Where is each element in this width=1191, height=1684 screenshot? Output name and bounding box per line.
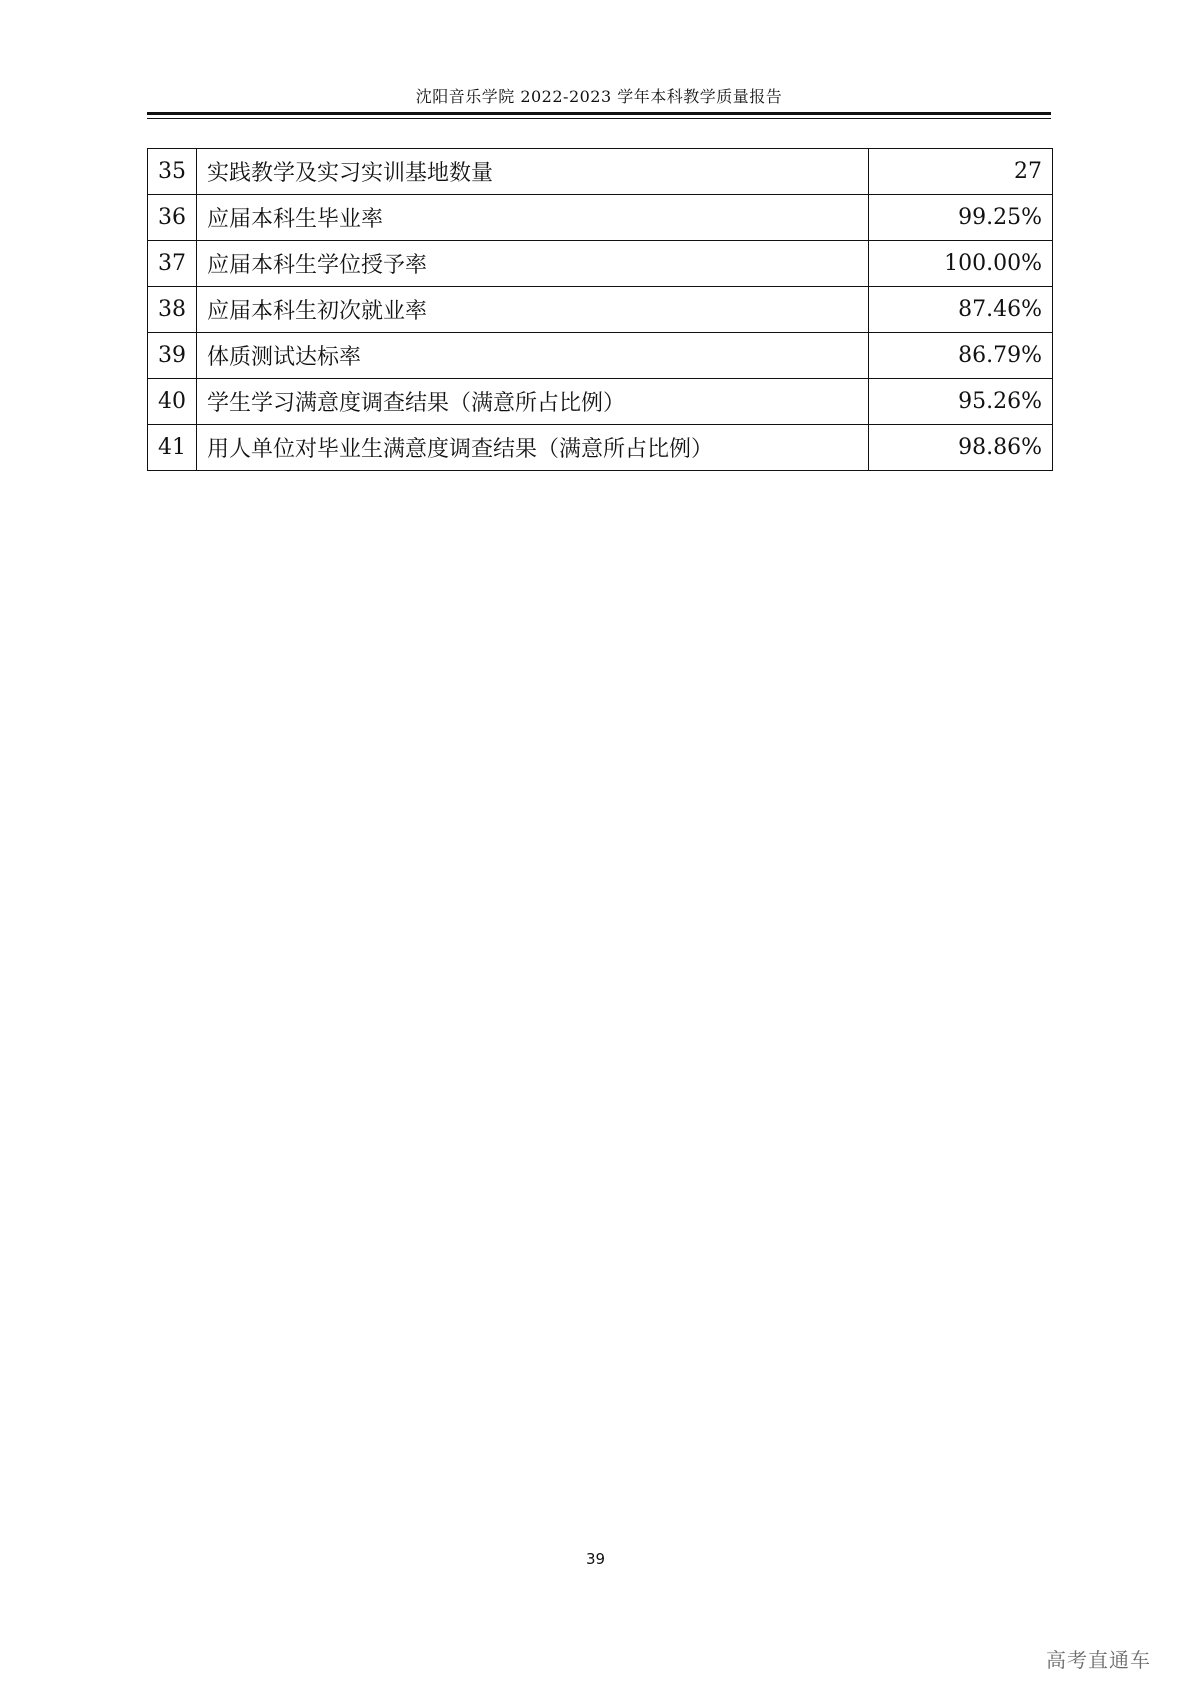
table-row: [148, 425, 1053, 471]
indicator-value: 95.26%: [869, 379, 1053, 425]
indicator-name: 应届本科生初次就业率: [197, 287, 869, 333]
row-number: 39: [148, 333, 197, 379]
indicator-table: [147, 148, 1053, 471]
indicator-name: 学生学习满意度调查结果（满意所占比例）: [197, 379, 869, 425]
indicator-name: 实践教学及实习实训基地数量: [197, 149, 869, 195]
header-rule-thin: [147, 118, 1051, 119]
table-row: [148, 287, 1053, 333]
indicator-name: 应届本科生学位授予率: [197, 241, 869, 287]
table-row: [148, 241, 1053, 287]
indicator-value: 87.46%: [869, 287, 1053, 333]
indicator-value: 86.79%: [869, 333, 1053, 379]
table-row: [148, 149, 1053, 195]
watermark-text: 高考直通车: [1046, 1648, 1151, 1672]
row-number: 36: [148, 195, 197, 241]
header-rule-thick: [147, 112, 1051, 115]
page-header-title: 沈阳音乐学院 2022-2023 学年本科教学质量报告: [415, 87, 783, 106]
indicator-name: 体质测试达标率: [197, 333, 869, 379]
indicator-name: 用人单位对毕业生满意度调查结果（满意所占比例）: [197, 425, 869, 471]
indicator-value: 27: [869, 149, 1053, 195]
row-number: 41: [148, 425, 197, 471]
row-number: 37: [148, 241, 197, 287]
indicator-value: 100.00%: [869, 241, 1053, 287]
indicator-value: 98.86%: [869, 425, 1053, 471]
row-number: 40: [148, 379, 197, 425]
table-row: [148, 195, 1053, 241]
row-number: 35: [148, 149, 197, 195]
indicator-value: 99.25%: [869, 195, 1053, 241]
row-number: 38: [148, 287, 197, 333]
page-number: 39: [585, 1550, 606, 1568]
table-row: [148, 379, 1053, 425]
indicator-name: 应届本科生毕业率: [197, 195, 869, 241]
table-row: [148, 333, 1053, 379]
